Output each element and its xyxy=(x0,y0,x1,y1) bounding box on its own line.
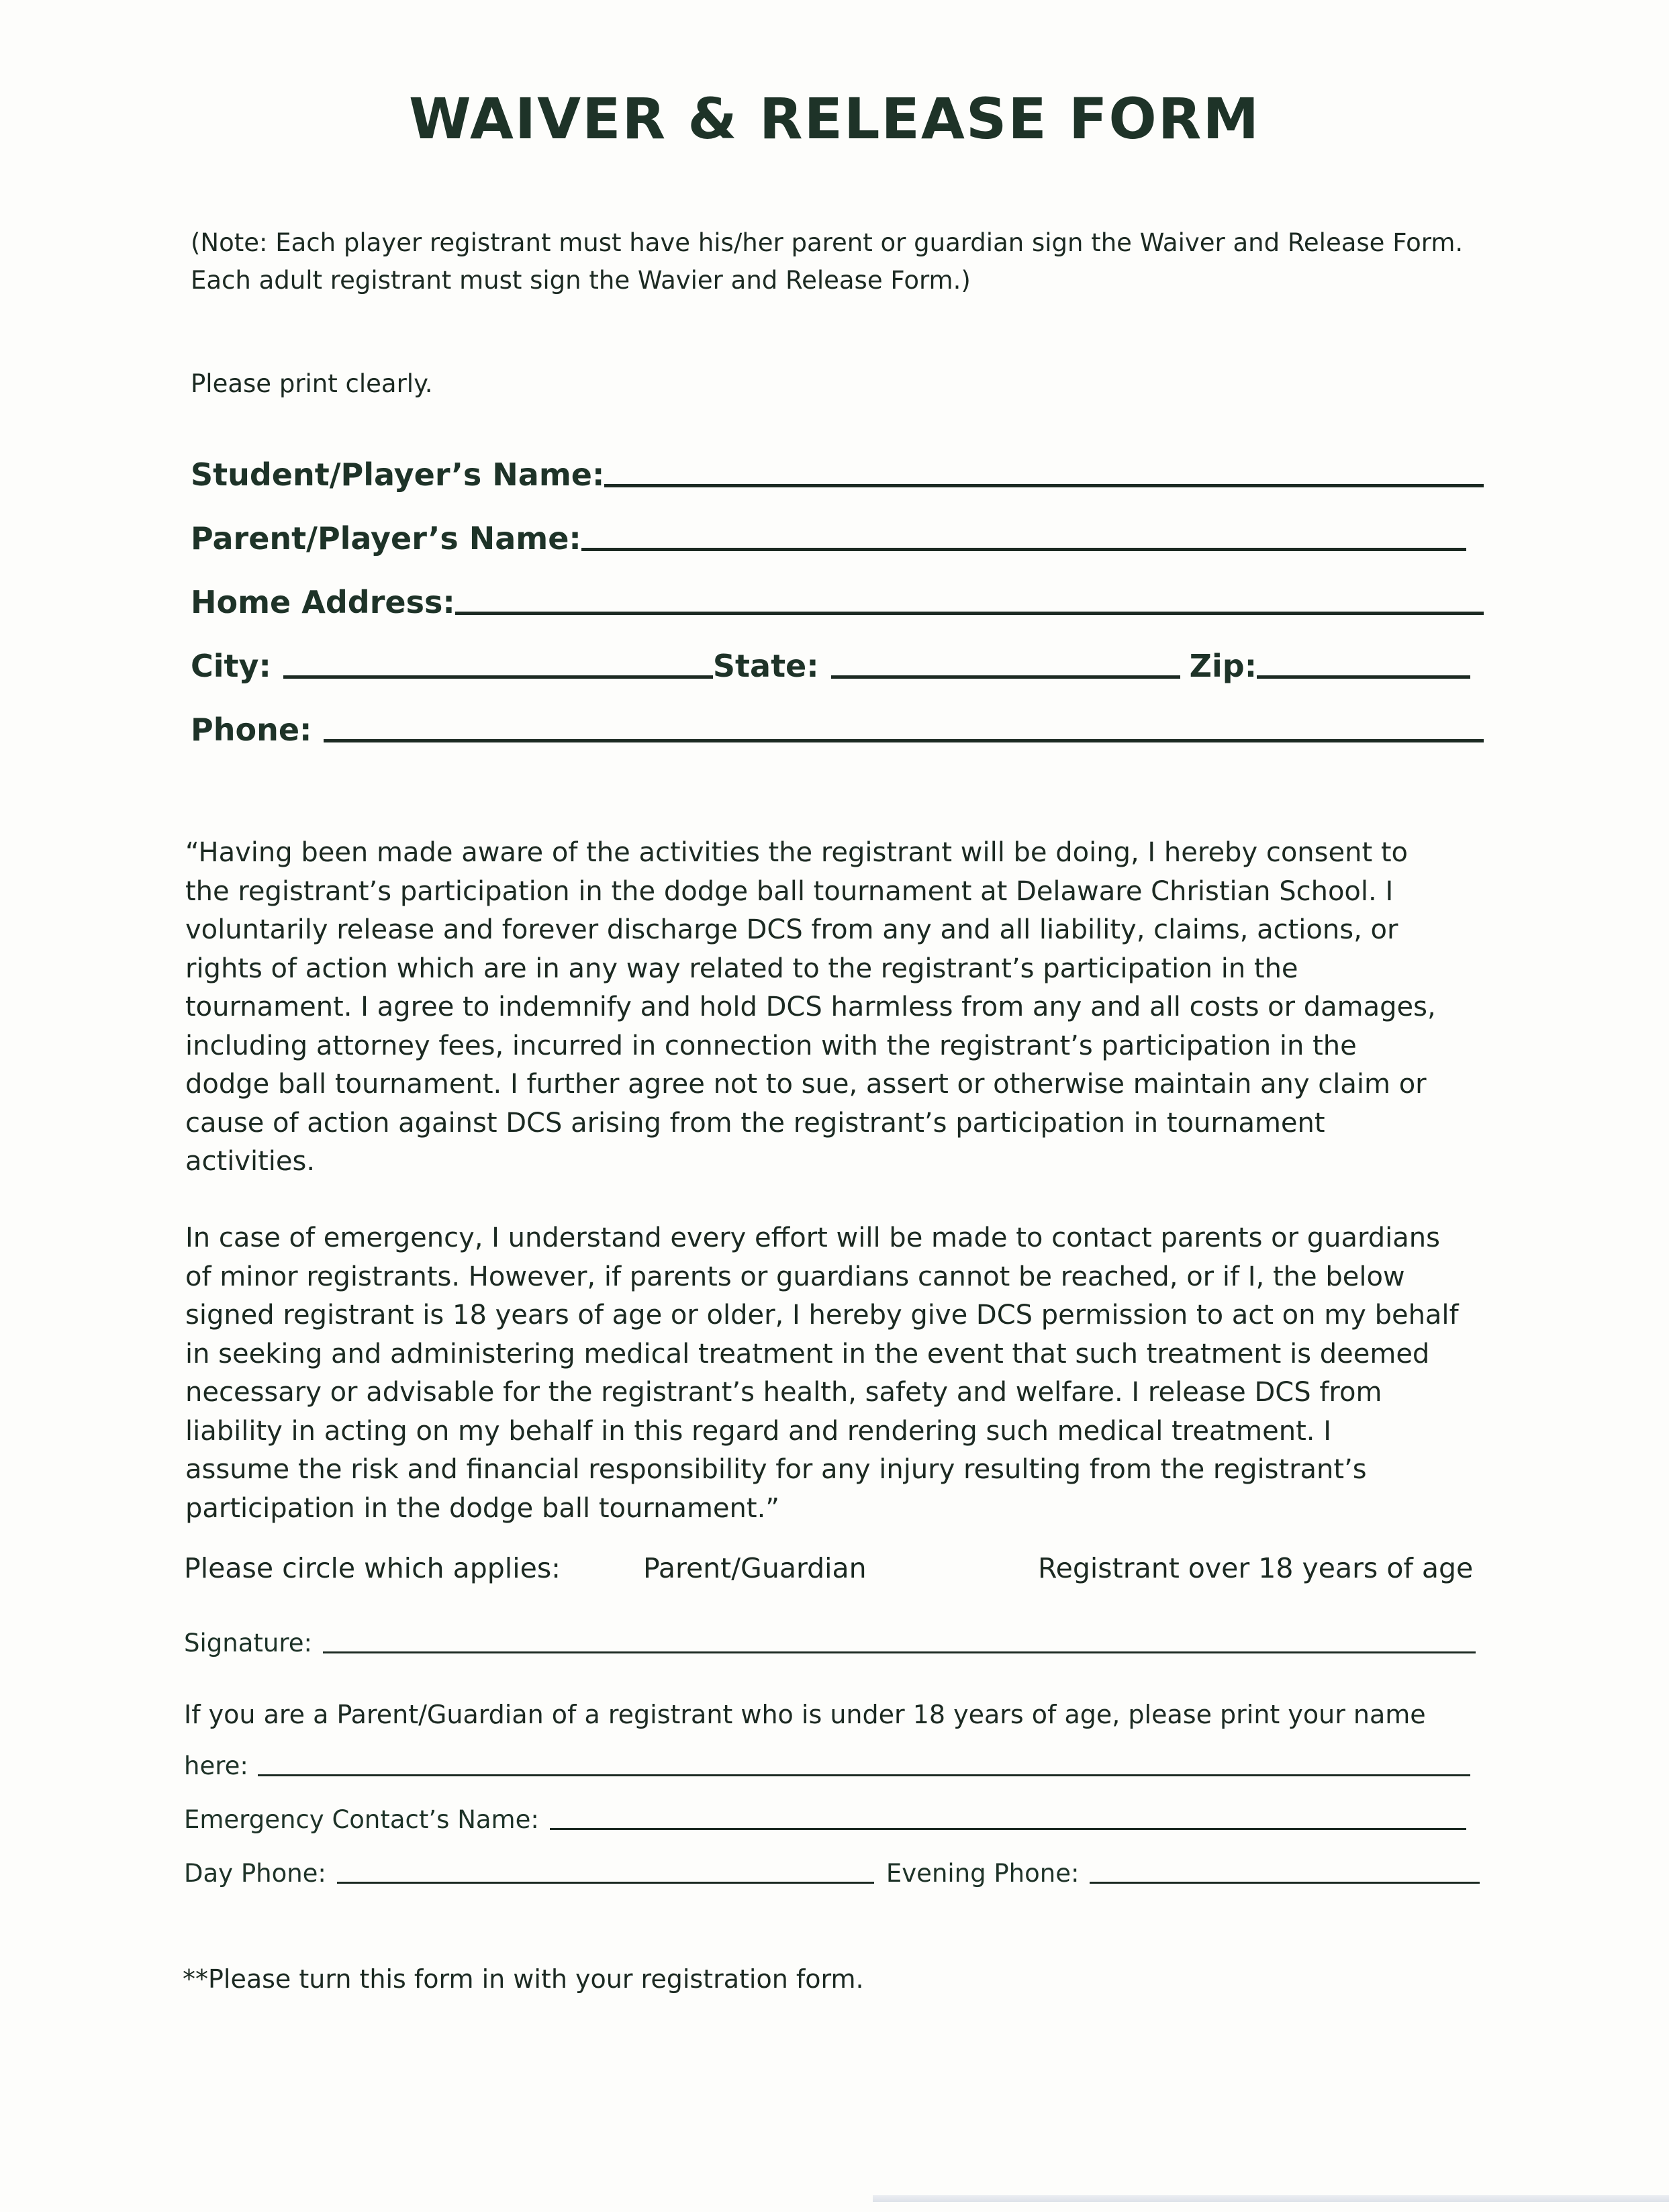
guardian-name-row xyxy=(184,1747,1470,1780)
student-name-label: Student/Player’s Name: xyxy=(191,456,605,493)
guardian-instruction: If you are a Parent/Guardian of a registrant who is under 18 years of age, please print your name xyxy=(184,1700,1426,1729)
evening-phone-field[interactable] xyxy=(1090,1855,1480,1884)
emergency-contact-label: Emergency Contact’s Name: xyxy=(184,1805,539,1834)
city-field[interactable] xyxy=(283,648,713,679)
city-label: City: xyxy=(191,648,271,684)
footer-note: **Please turn this form in with your registration form. xyxy=(183,1964,864,1994)
day-phone-label: Day Phone: xyxy=(184,1859,326,1888)
registrant-over-18-option[interactable]: Registrant over 18 years of age xyxy=(1038,1552,1474,1584)
registration-note xyxy=(191,224,1533,299)
home-address-row xyxy=(191,584,1484,620)
state-label: State: xyxy=(712,648,819,684)
city-state-zip-row xyxy=(191,648,1470,684)
zip-field[interactable] xyxy=(1257,648,1470,679)
scan-edge-artifact xyxy=(873,2195,1669,2202)
signature-field[interactable] xyxy=(323,1625,1476,1653)
phone-row xyxy=(191,712,1484,748)
phone-field[interactable] xyxy=(324,712,1484,742)
student-name-field[interactable] xyxy=(604,457,1484,487)
emergency-contact-row xyxy=(184,1801,1466,1834)
phone-label: Phone: xyxy=(191,712,312,748)
parent-guardian-option[interactable]: Parent/Guardian xyxy=(643,1552,867,1584)
print-instruction: Please print clearly. xyxy=(191,369,433,398)
zip-label: Zip: xyxy=(1189,648,1257,684)
parent-name-field[interactable] xyxy=(581,521,1466,551)
emergency-contact-field[interactable] xyxy=(550,1801,1466,1830)
emergency-paragraph: In case of emergency, I understand every effort will be made to contact parents or guardians of minor registrants. However, if parents or guardians cannot be reached, or if I, the below signed registrant is 18 years of age or older, I hereby give DCS permission to act on my behalf in seeking and administering medical treatment in the event that such treatment is deemed necessary or advisable for the registrant’s health, safety and welfare. I release DCS from liability in acting on my behalf in this regard and rendering such medical treatment. I assume the risk and financial responsibility for any injury resulting from the registrant’s participation in the dodge ball tournament.” xyxy=(185,1222,1459,1524)
form-title: WAIVER & RELEASE FORM xyxy=(408,86,1261,152)
note-line-1: (Note: Each player registrant must have his/her parent or guardian sign the Waiver and Release Form. xyxy=(191,228,1464,257)
guardian-name-field[interactable] xyxy=(258,1747,1470,1776)
circle-instruction: Please circle which applies: xyxy=(184,1552,561,1584)
phone-numbers-row xyxy=(184,1855,1480,1888)
note-line-2: Each adult registrant must sign the Wavier and Release Form.) xyxy=(191,266,971,295)
state-field[interactable] xyxy=(831,648,1180,679)
signature-label: Signature: xyxy=(184,1629,312,1657)
home-address-label: Home Address: xyxy=(191,584,455,620)
home-address-field[interactable] xyxy=(455,585,1484,615)
parent-name-label: Parent/Player’s Name: xyxy=(191,520,581,557)
student-name-row xyxy=(191,456,1484,493)
signature-row xyxy=(184,1625,1476,1657)
day-phone-field[interactable] xyxy=(337,1855,874,1884)
evening-phone-label: Evening Phone: xyxy=(886,1859,1080,1888)
consent-paragraph: “Having been made aware of the activities the registrant will be doing, I hereby consent to the registrant’s participation in the dodge ball tournament at Delaware Christian School. I voluntarily release and forever discharge DCS from any and all liability, claims, actions, or rights of action which are in any way related to the registrant’s participation in the tournament. I agree to indemnify and hold DCS harmless from any and all costs or damages, including attorney fees, incurred in connection with the registrant’s participation in the dodge ball tournament. I further agree not to sue, assert or otherwise maintain any claim or cause of action against DCS arising from the registrant’s participation in tournament activities. xyxy=(185,837,1436,1177)
parent-name-row xyxy=(191,520,1466,557)
here-label: here: xyxy=(184,1751,248,1780)
